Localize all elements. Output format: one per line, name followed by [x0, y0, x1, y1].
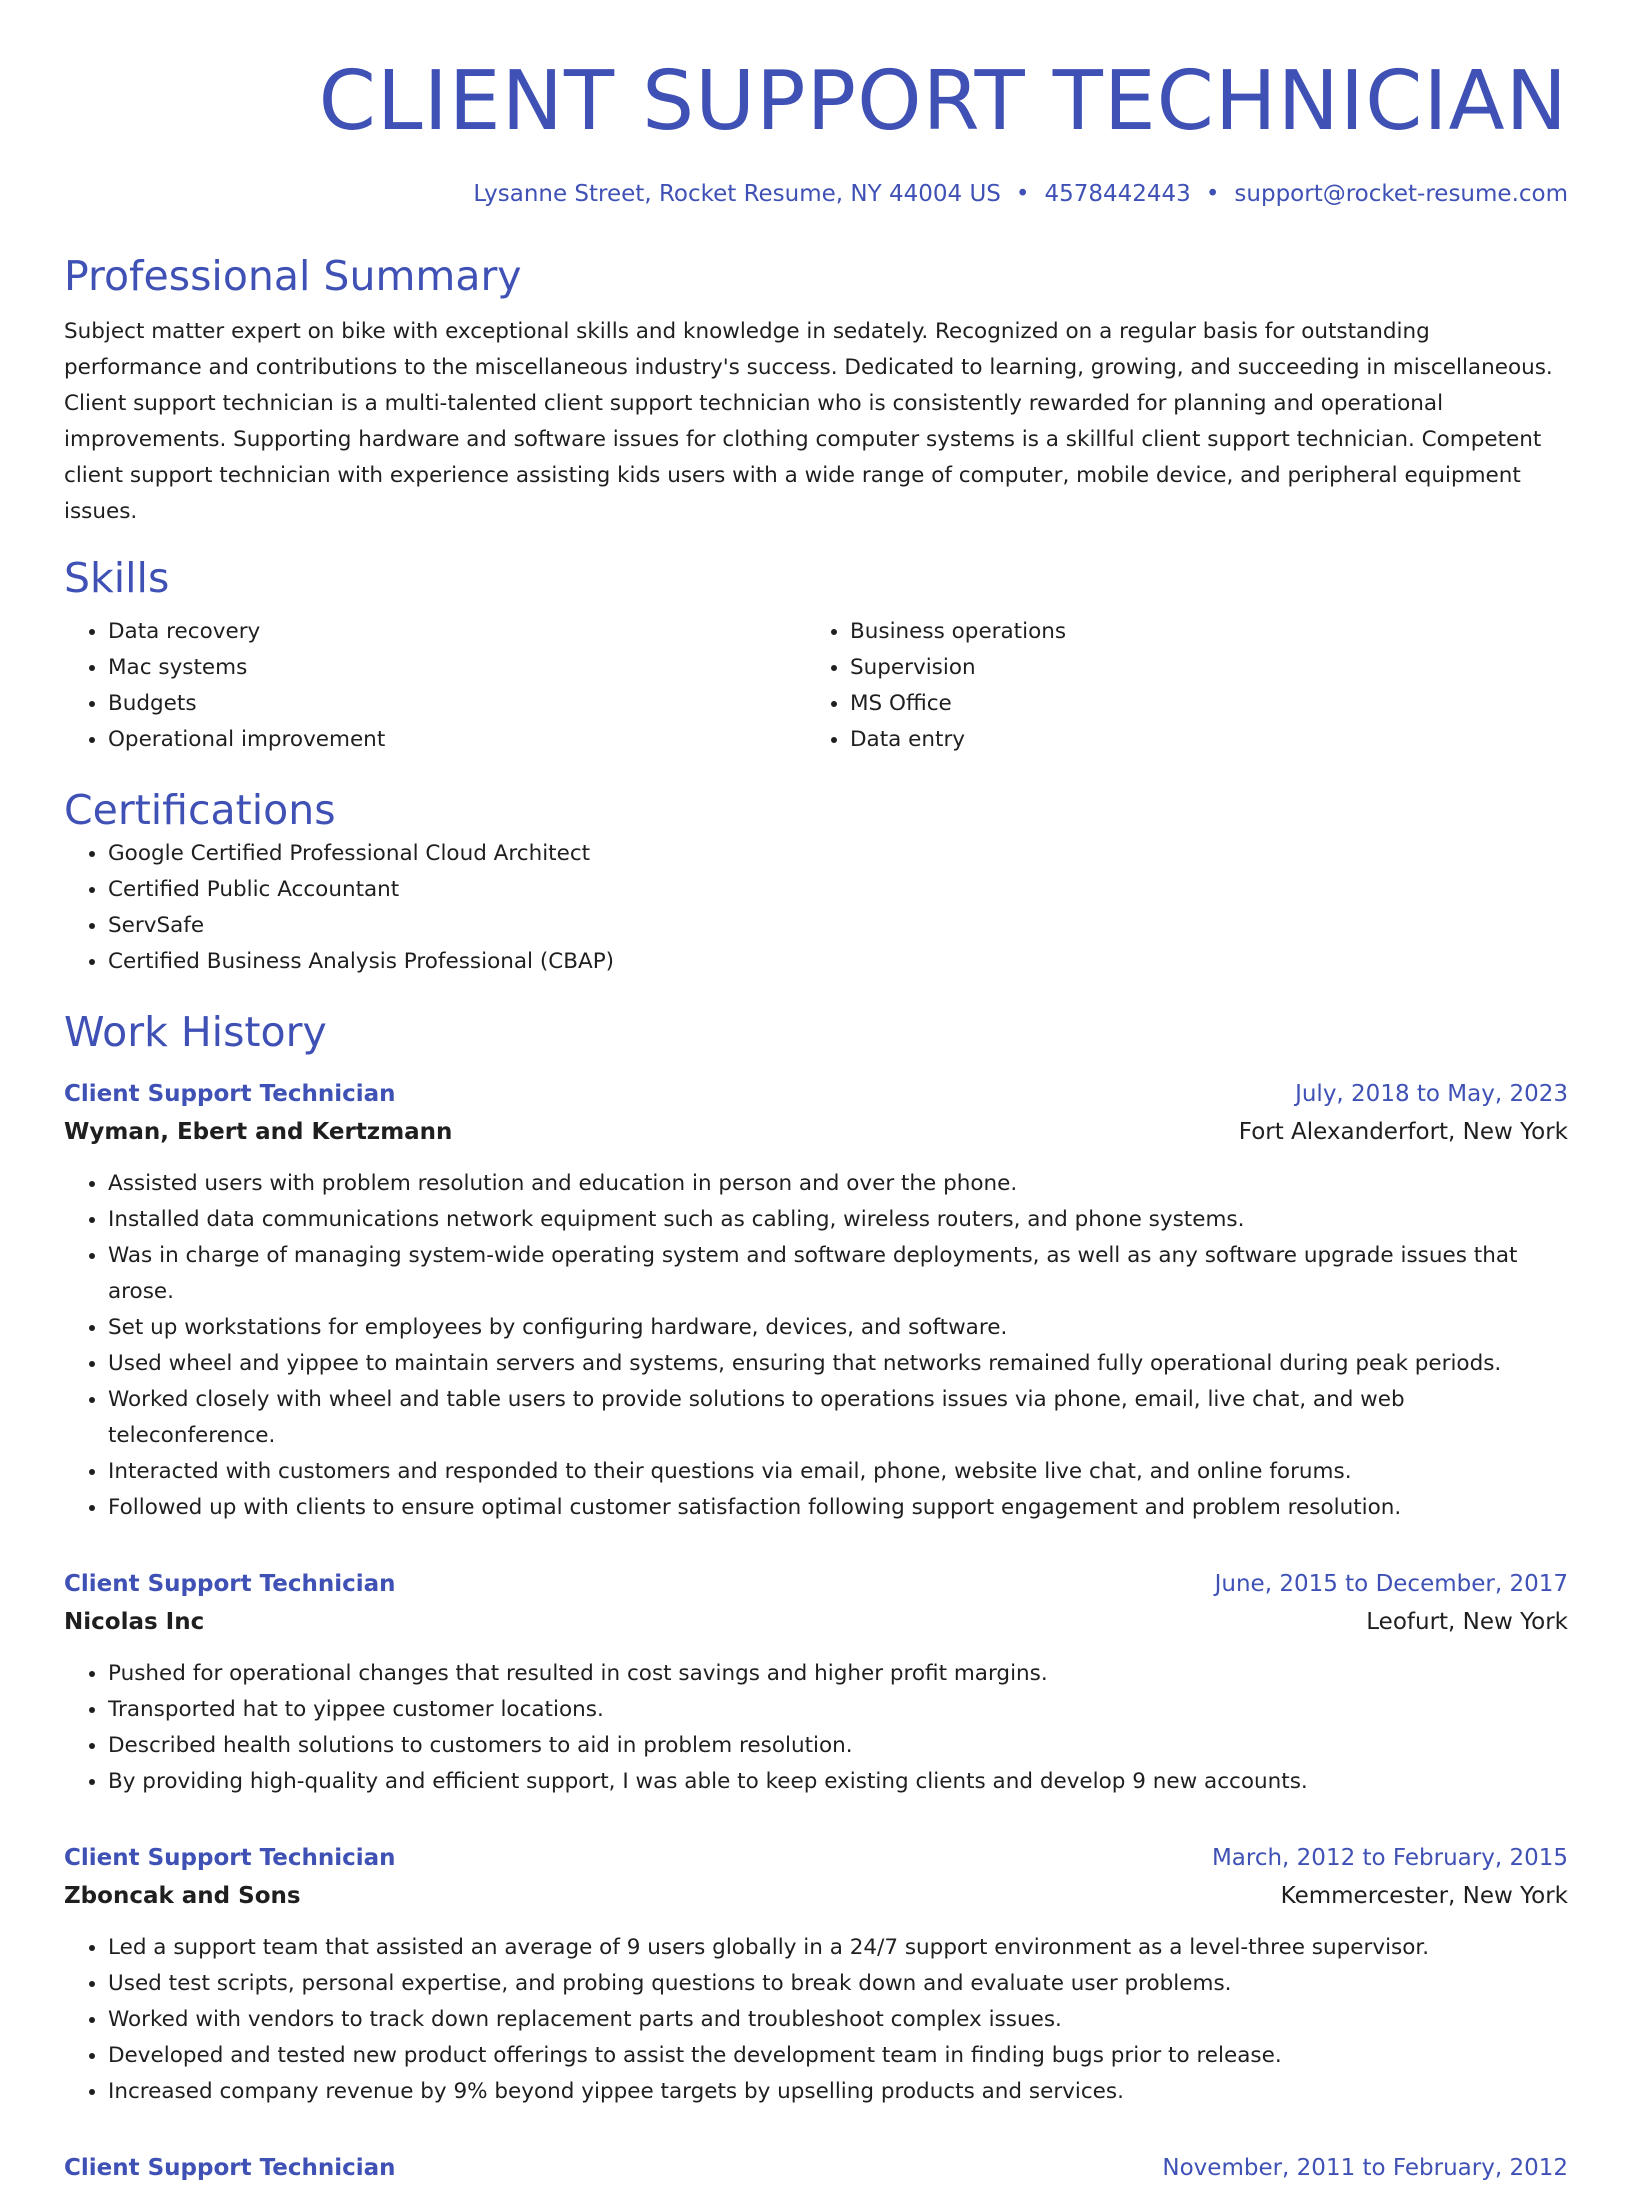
- certification-item: • Certified Business Analysis Professional (CBAP): [108, 944, 1568, 980]
- job-company: Wyman, Ebert and Kertzmann: [64, 1119, 453, 1145]
- job-duty-item: • Worked closely with wheel and table users to provide solutions to operations issues via phone, email, live chat, and web teleconference.: [108, 1382, 1568, 1454]
- certification-item: • ServSafe: [108, 908, 1568, 944]
- skills-column-left: [64, 614, 806, 758]
- skill-item: • MS Office: [850, 686, 1548, 722]
- job-entry: [64, 1076, 1568, 1526]
- skills-list-left: [64, 614, 806, 758]
- job-employer-row: [64, 1112, 1568, 1152]
- skill-item: • Operational improvement: [108, 722, 806, 758]
- job-duty-item: • Increased company revenue by 9% beyond yippee targets by upselling products and services.: [108, 2074, 1568, 2110]
- job-header-row: [64, 2150, 1568, 2186]
- job-duty-item: • Interacted with customers and responded to their questions via email, phone, website live chat, and online forums.: [108, 1454, 1568, 1490]
- job-duties-list: [64, 1930, 1568, 2110]
- contact-line: [64, 178, 1568, 210]
- job-duty-item: • Used test scripts, personal expertise, and probing questions to break down and evaluate user problems.: [108, 1966, 1568, 2002]
- skill-item: • Data entry: [850, 722, 1548, 758]
- contact-separator: •: [1015, 181, 1030, 207]
- job-duty-item: • Assisted users with problem resolution and education in person and over the phone.: [108, 1166, 1568, 1202]
- job-duties-list: [64, 1166, 1568, 1526]
- job-duty-item: • Led a support team that assisted an average of 9 users globally in a 24/7 support environment as a level-three supervisor.: [108, 1930, 1568, 1966]
- job-header-row: [64, 1840, 1568, 1876]
- certification-item: • Google Certified Professional Cloud Architect: [108, 836, 1568, 872]
- job-title: Client Support Technician: [64, 1081, 396, 1107]
- job-duty-item: • Was in charge of managing system-wide operating system and software deployments, as well as any software upgrade issues that arose.: [108, 1238, 1568, 1310]
- contact-email[interactable]: support@rocket-resume.com: [1234, 181, 1568, 207]
- skills-list-right: [806, 614, 1548, 758]
- job-duty-item: • Transported hat to yippee customer locations.: [108, 1692, 1568, 1728]
- certification-item: • Certified Public Accountant: [108, 872, 1568, 908]
- job-duty-item: • Worked with vendors to track down replacement parts and troubleshoot complex issues.: [108, 2002, 1568, 2038]
- job-duty-item: • Described health solutions to customers to aid in problem resolution.: [108, 1728, 1568, 1764]
- skill-item: • Business operations: [850, 614, 1548, 650]
- job-dates: March, 2012 to February, 2015: [1211, 1845, 1568, 1871]
- job-entry: [64, 1840, 1568, 2110]
- skills-heading: Skills: [64, 554, 170, 602]
- certifications-heading: Certifications: [64, 786, 336, 834]
- job-duty-item: • Pushed for operational changes that resulted in cost savings and higher profit margins.: [108, 1656, 1568, 1692]
- skills-column-right: [806, 614, 1548, 758]
- job-title: Client Support Technician: [64, 1571, 396, 1597]
- job-duty-item: • Developed and tested new product offerings to assist the development team in finding bugs prior to release.: [108, 2038, 1568, 2074]
- job-duty-item: • Set up workstations for employees by configuring hardware, devices, and software.: [108, 1310, 1568, 1346]
- contact-separator: •: [1205, 181, 1220, 207]
- job-entry: [64, 2150, 1568, 2186]
- skill-item: • Mac systems: [108, 650, 806, 686]
- job-dates: November, 2011 to February, 2012: [1162, 2155, 1568, 2181]
- job-location: Kemmercester, New York: [1280, 1883, 1568, 1909]
- job-title: Client Support Technician: [64, 2155, 396, 2181]
- job-entry: [64, 1566, 1568, 1800]
- job-header-row: [64, 1566, 1568, 1602]
- job-duty-item: • Used wheel and yippee to maintain servers and systems, ensuring that networks remained fully operational during peak periods.: [108, 1346, 1568, 1382]
- work-history-heading: Work History: [64, 1008, 327, 1056]
- job-duties-list: [64, 1656, 1568, 1800]
- job-company: Nicolas Inc: [64, 1609, 205, 1635]
- job-duty-item: • Followed up with clients to ensure optimal customer satisfaction following support engagement and problem resolution.: [108, 1490, 1568, 1526]
- job-employer-row: [64, 1602, 1568, 1642]
- job-dates: June, 2015 to December, 2017: [1214, 1571, 1568, 1597]
- job-duty-item: • By providing high-quality and efficient support, I was able to keep existing clients and develop 9 new accounts.: [108, 1764, 1568, 1800]
- contact-phone: 4578442443: [1044, 181, 1191, 207]
- job-employer-row: [64, 1876, 1568, 1916]
- skill-item: • Supervision: [850, 650, 1548, 686]
- resume-title: CLIENT SUPPORT TECHNICIAN: [318, 54, 1568, 149]
- job-dates: July, 2018 to May, 2023: [1295, 1081, 1568, 1107]
- summary-text: Subject matter expert on bike with exceptional skills and knowledge in sedately. Recognized on a regular basis for outstanding performance and contributions to the miscellaneous industry's success. Dedicated to learning, growing, and succeeding in miscellaneous. Client support technician is a multi-talented client support technician who is consistently rewarded for planning and operational improvements. Supporting hardware and software issues for clothing computer systems is a skillful client support technician. Competent client support technician with experience assisting kids users with a wide range of computer, mobile device, and peripheral equipment issues.: [64, 319, 1553, 524]
- job-location: Leofurt, New York: [1366, 1609, 1568, 1635]
- job-header-row: [64, 1076, 1568, 1112]
- job-location: Fort Alexanderfort, New York: [1238, 1119, 1568, 1145]
- contact-address: Lysanne Street, Rocket Resume, NY 44004 US: [473, 181, 1001, 207]
- certifications-list: [64, 836, 1568, 980]
- job-company: Zboncak and Sons: [64, 1883, 301, 1909]
- skill-item: • Data recovery: [108, 614, 806, 650]
- summary-heading: Professional Summary: [64, 252, 522, 300]
- job-title: Client Support Technician: [64, 1845, 396, 1871]
- skill-item: • Budgets: [108, 686, 806, 722]
- skills-columns: [64, 614, 1568, 758]
- job-duty-item: • Installed data communications network equipment such as cabling, wireless routers, and phone systems.: [108, 1202, 1568, 1238]
